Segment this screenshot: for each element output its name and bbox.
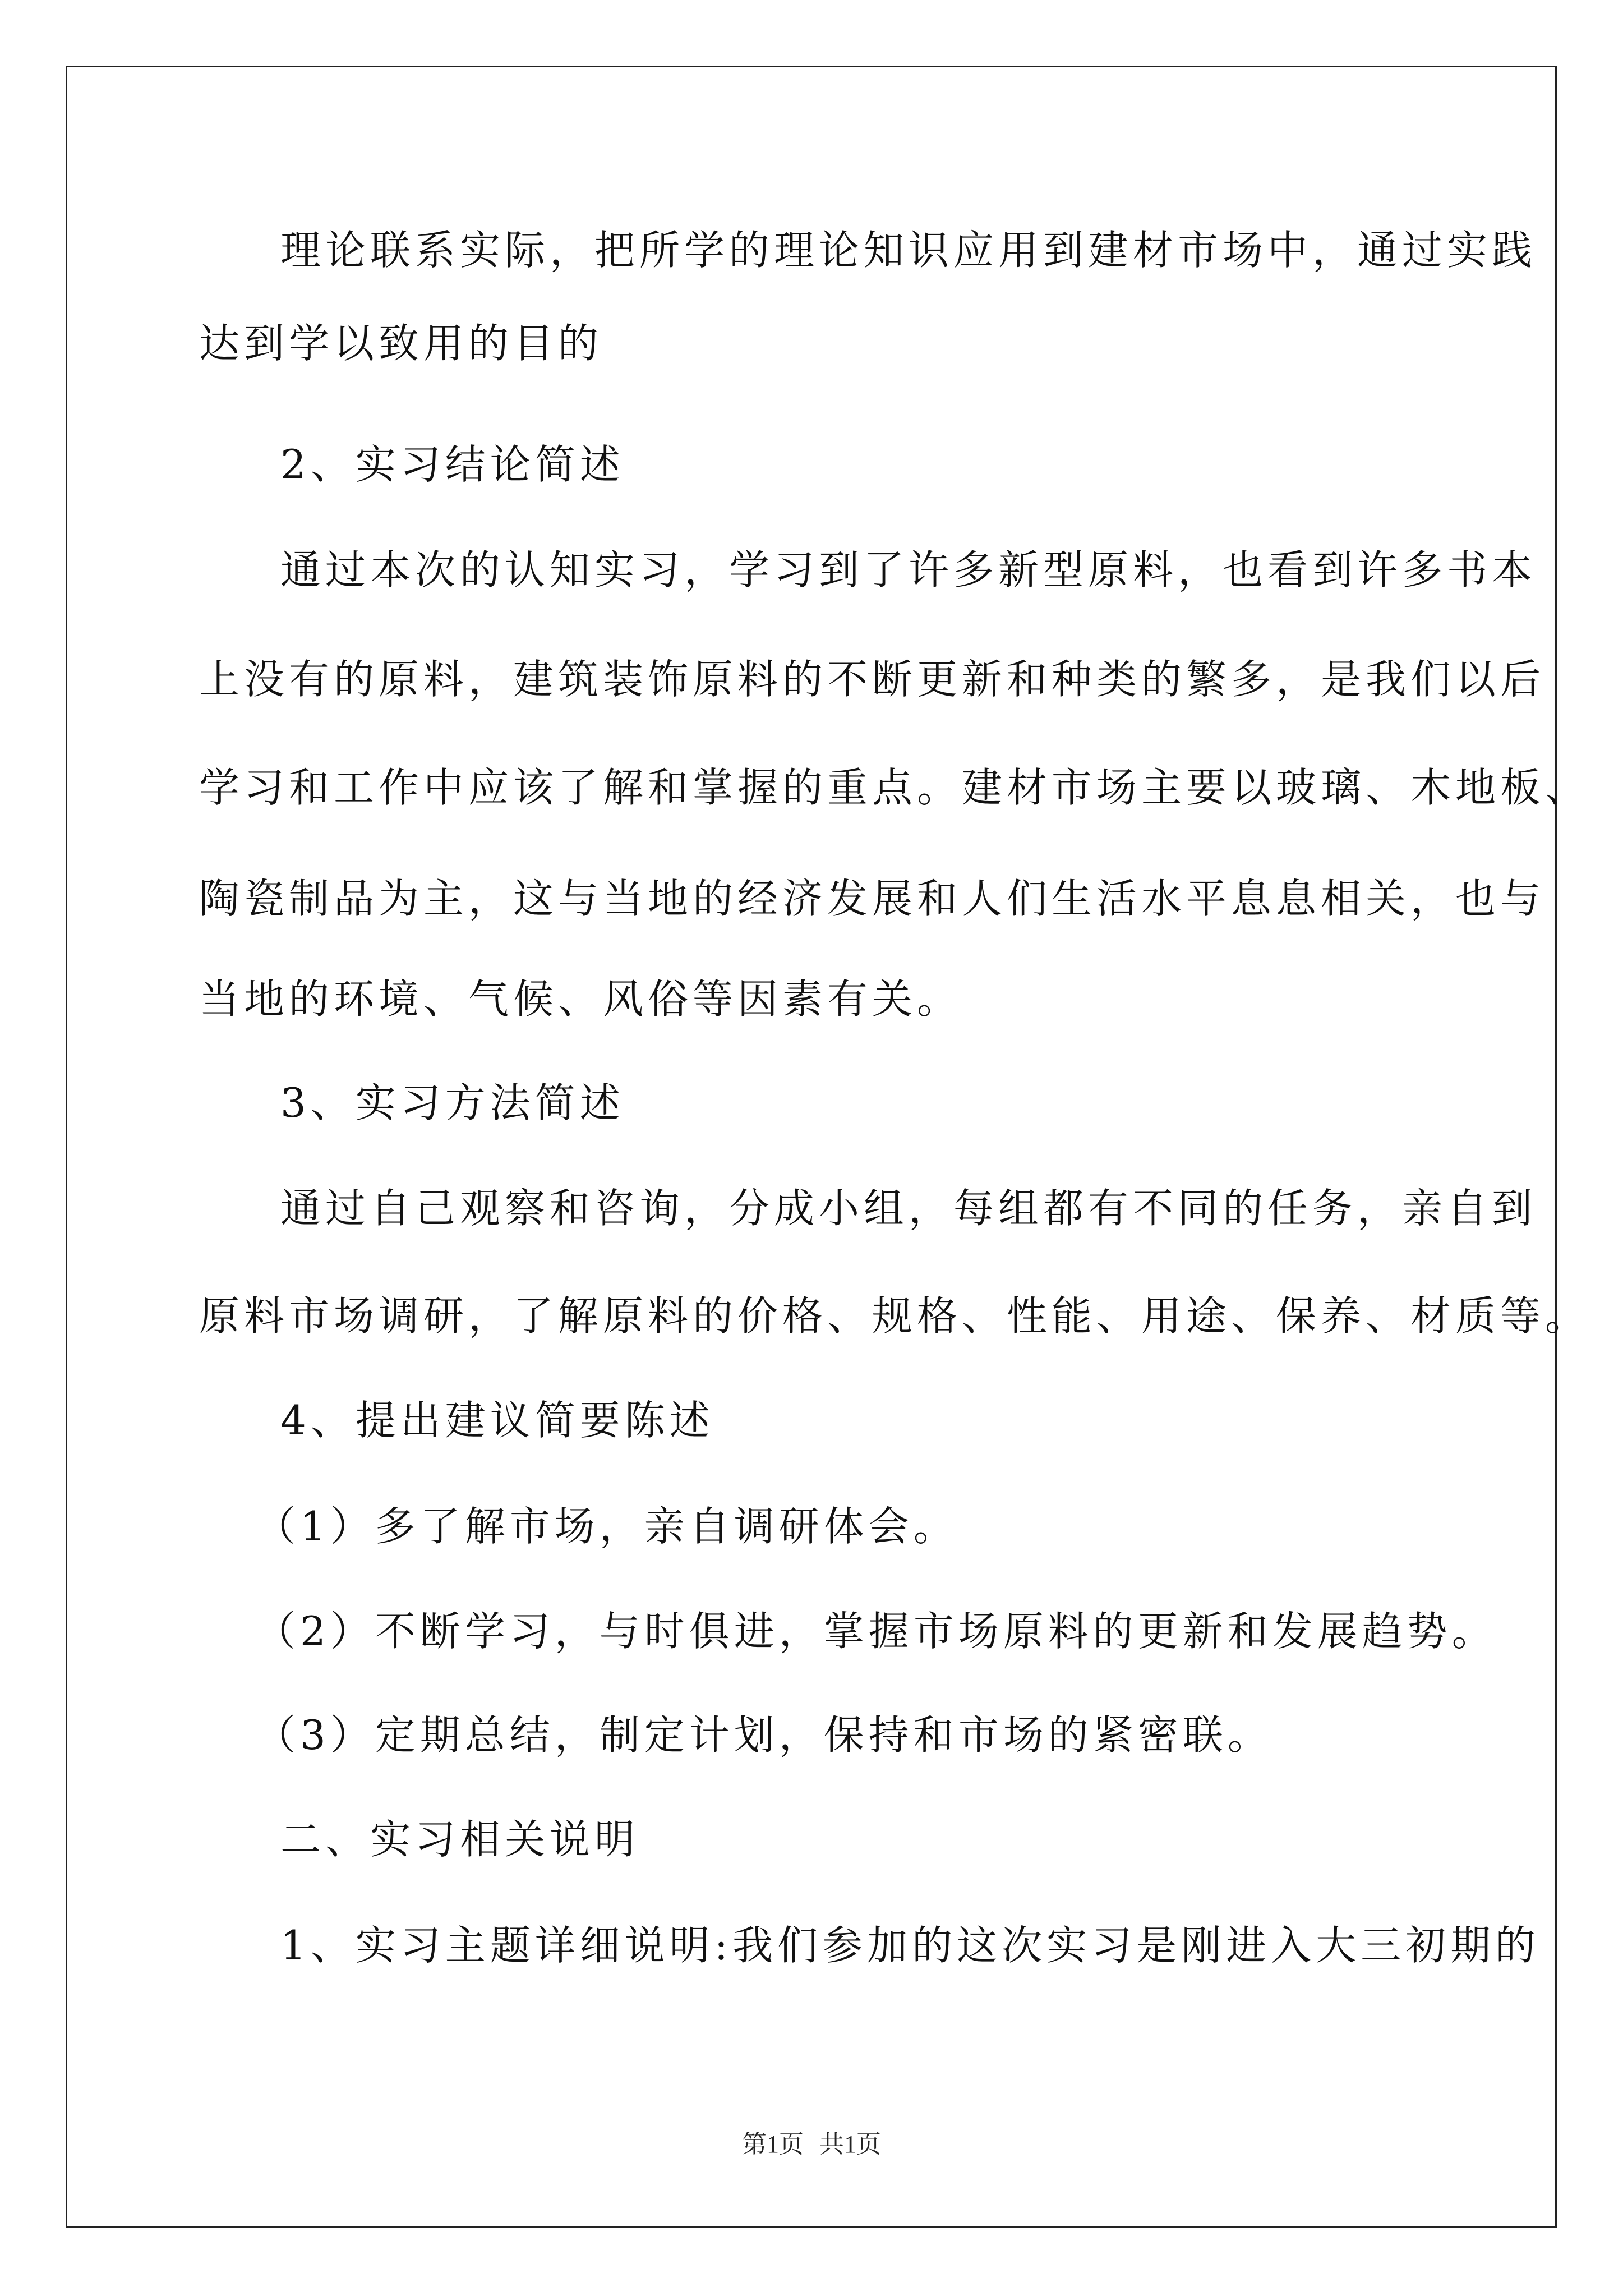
section-heading: 3、实习方法简述 <box>280 1079 625 1126</box>
body-line: 上没有的原料，建筑装饰原料的不断更新和种类的繁多，是我们以后 <box>199 656 1546 703</box>
body-line: 原料市场调研，了解原料的价格、规格、性能、用途、保养、材质等。 <box>199 1292 1590 1340</box>
page-footer <box>0 2129 1623 2160</box>
section-heading: 二、实习相关说明 <box>280 1816 640 1863</box>
body-line: 1、实习主题详细说明:我们参加的这次实习是刚进入大三初期的 <box>280 1922 1541 1969</box>
body-line: 理论联系实际，把所学的理论知识应用到建材市场中，通过实践 <box>280 227 1537 274</box>
body-line: 通过自己观察和咨询，分成小组，每组都有不同的任务，亲自到 <box>280 1185 1537 1232</box>
body-line: 当地的环境、气候、风俗等因素有关。 <box>199 976 962 1023</box>
section-heading: 2、实习结论简述 <box>280 441 625 488</box>
page-frame <box>66 66 1557 2228</box>
page-total: 共1页 <box>819 2131 881 2158</box>
list-item: （3）定期总结，制定计划，保持和市场的紧密联。 <box>255 1711 1272 1759</box>
list-item: （1）多了解市场，亲自调研体会。 <box>255 1503 958 1550</box>
body-line: 学习和工作中应该了解和掌握的重点。建材市场主要以玻璃、木地板、 <box>199 764 1590 811</box>
body-line: 达到学以致用的目的 <box>199 320 603 367</box>
body-line: 陶瓷制品为主，这与当地的经济发展和人们生活水平息息相关，也与 <box>199 875 1546 922</box>
section-heading: 4、提出建议简要陈述 <box>280 1397 714 1444</box>
list-item: （2）不断学习，与时俱进，掌握市场原料的更新和发展趋势。 <box>255 1608 1497 1655</box>
body-line: 通过本次的认知实习，学习到了许多新型原料，也看到许多书本 <box>280 546 1537 593</box>
page-number: 第1页 <box>742 2131 804 2158</box>
